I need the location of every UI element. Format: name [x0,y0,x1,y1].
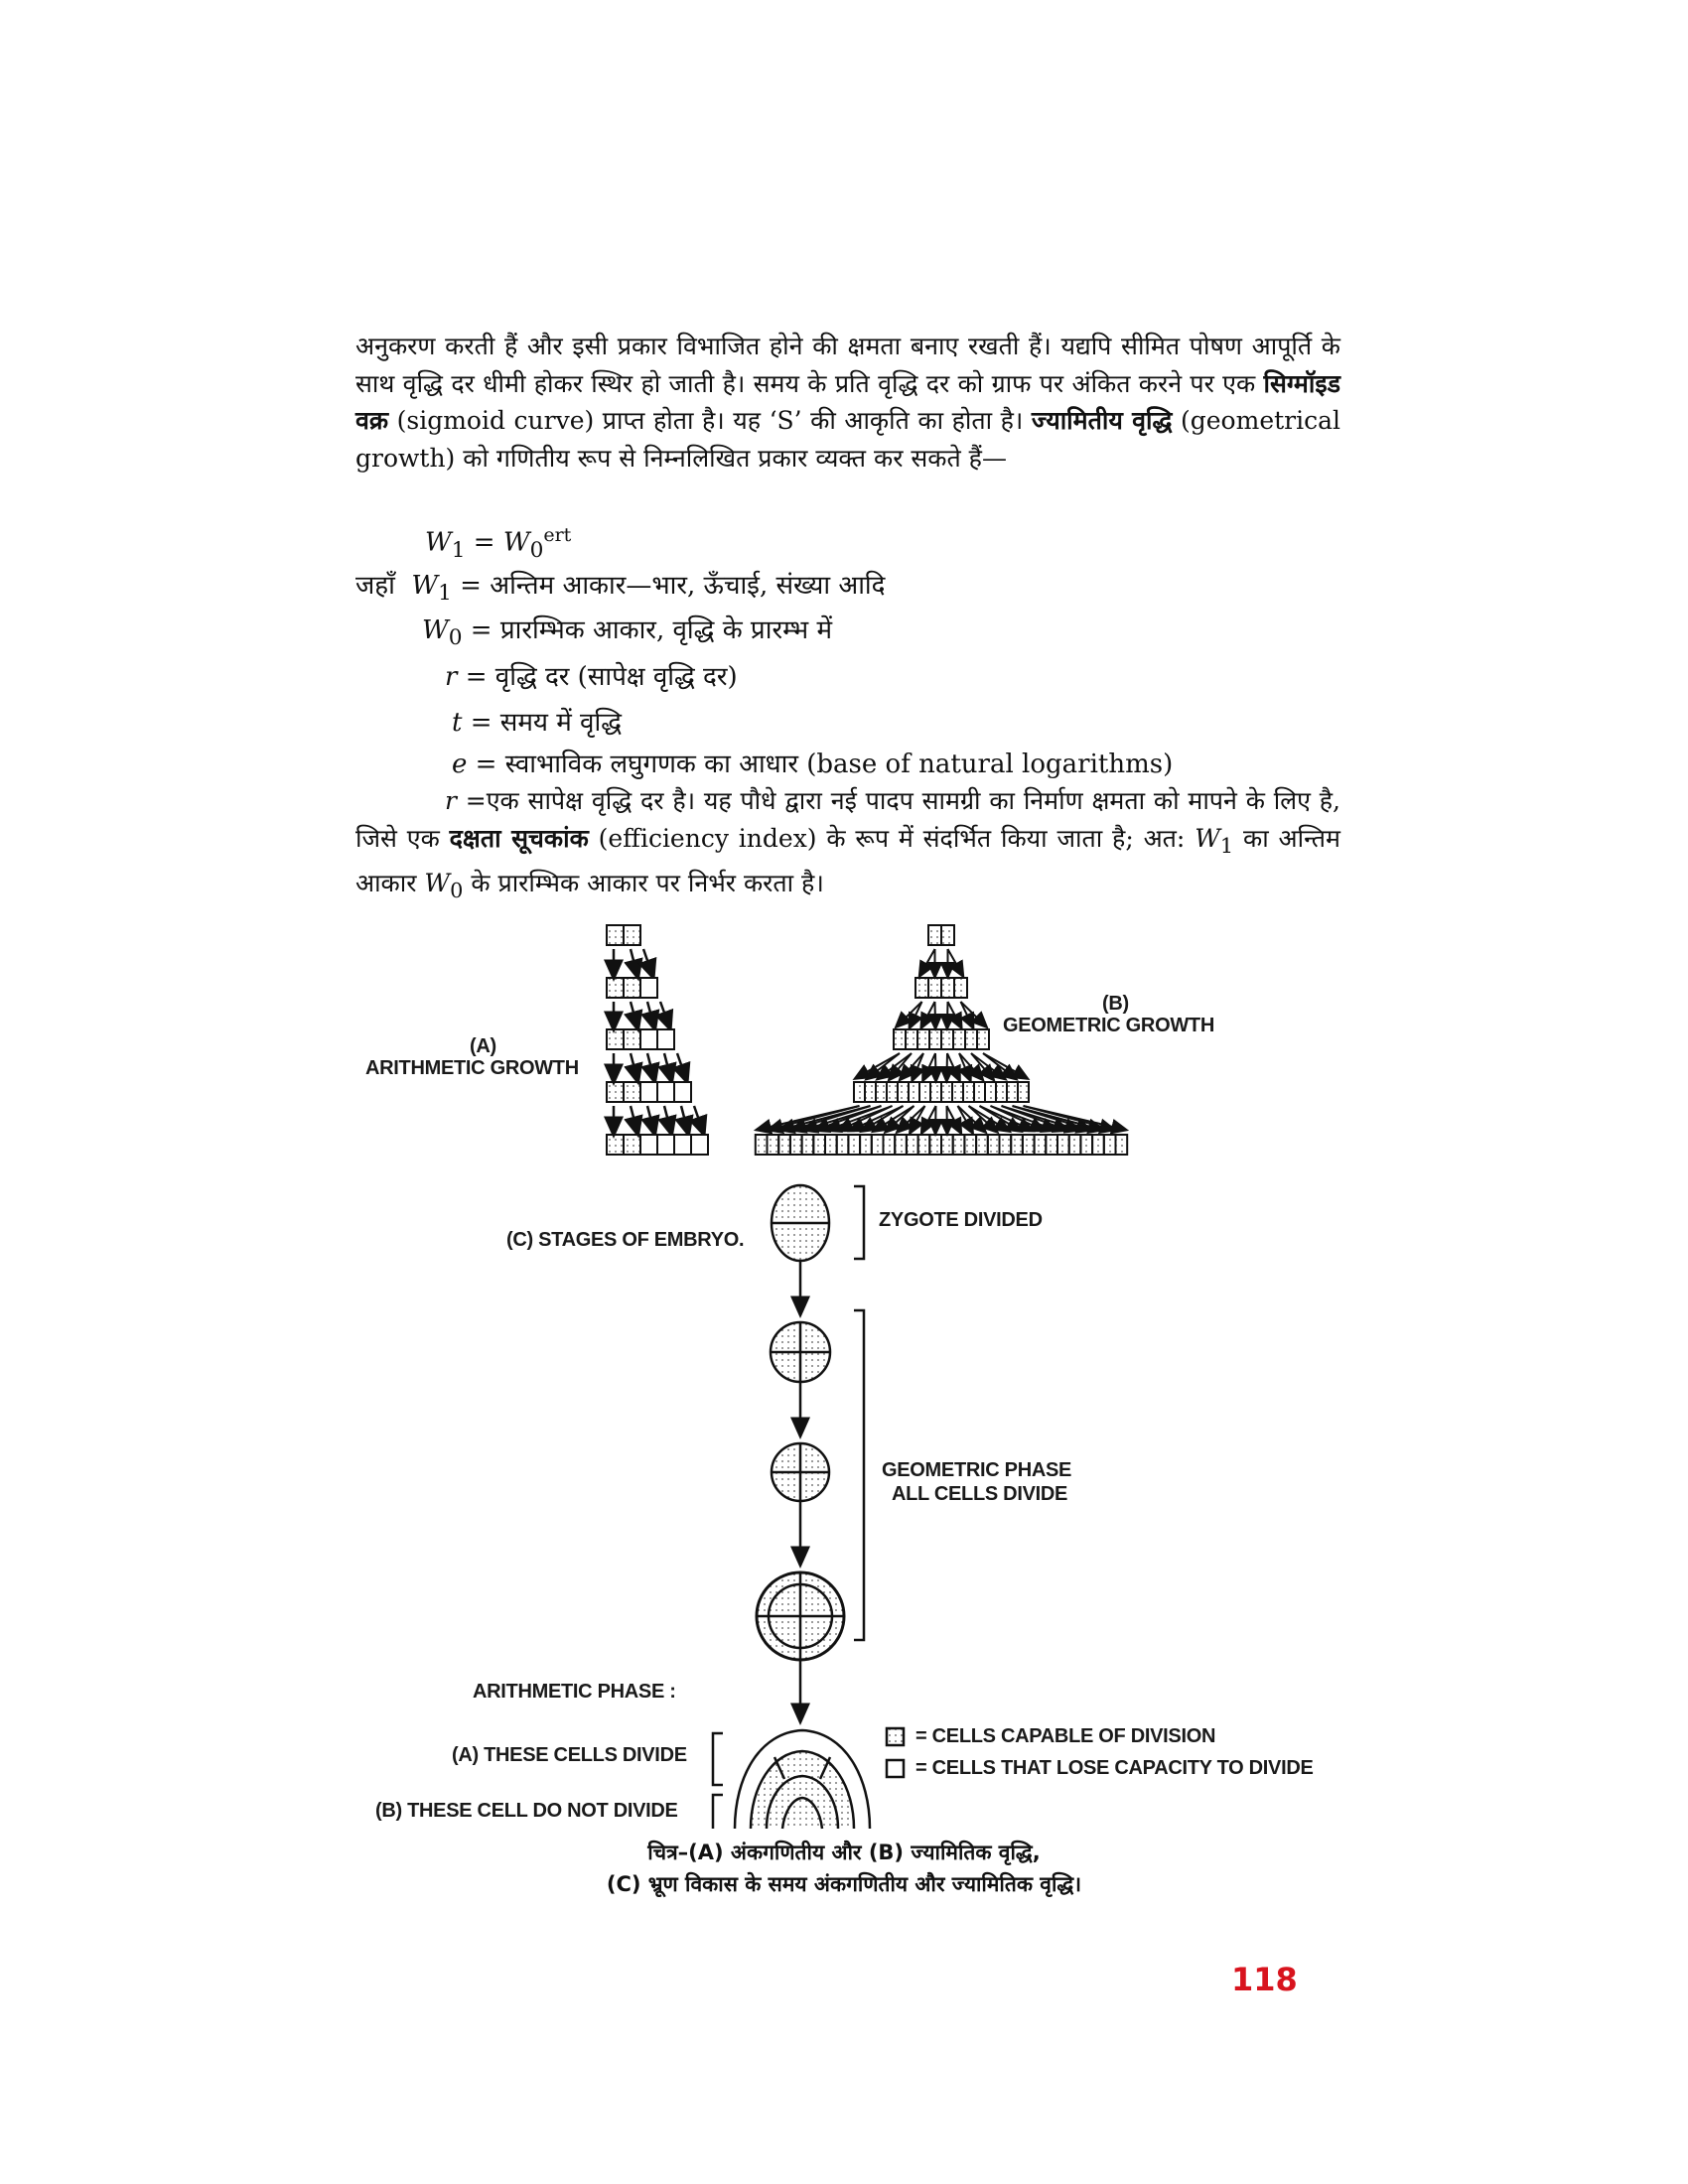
division-arrow [647,1106,653,1129]
arithmetic-cell [657,1029,674,1049]
arithmetic-cell [607,1082,624,1102]
paragraph-text: (efficiency index) के रूप में संदर्भित किया जाता है; अत: [588,823,1196,853]
geometric-cell [768,1135,779,1155]
geometric-cell [778,1135,790,1155]
arithmetic-cell [607,978,624,998]
arithmetic-cell [624,1135,640,1155]
label-a-letter: (A) [470,1035,496,1057]
label-geometric-phase: GEOMETRIC PHASE [882,1459,1072,1481]
geometric-cell [929,1029,941,1049]
legend-lose-box [887,1760,904,1777]
w1-definition: = अन्तिम आकार—भार, ऊँचाई, संख्या आदि [460,571,886,601]
arithmetic-growth-diagram [607,925,708,1155]
geometric-cell [928,978,941,998]
division-arrow [947,1053,948,1076]
geometric-phase-bracket [854,1310,864,1640]
arithmetic-cell [640,1082,657,1102]
w1-symbol: W [1195,823,1220,853]
geometric-cell [1023,1135,1035,1155]
geometric-cell [1011,1135,1023,1155]
division-arrow [631,1106,636,1129]
division-arrow [983,1053,1024,1076]
e-definition: = स्वाभाविक लघुगणक का आधार (base of natural logarithms) [475,750,1174,779]
geometric-cell [848,1135,860,1155]
geometric-cell [837,1135,849,1155]
geometric-cell [941,1135,953,1155]
geometric-cell [953,1135,965,1155]
label-all-cells-divide: ALL CELLS DIVIDE [892,1483,1068,1505]
w1-sub: 1 [1219,833,1234,858]
geometric-cell [941,1029,953,1049]
geometric-cell [790,1135,802,1155]
geometric-cell [909,1082,919,1102]
w0-sub: 0 [448,625,463,651]
division-arrow [961,1002,972,1024]
eq-rhs-sub: 0 [529,537,544,563]
geometric-cell [918,1135,930,1155]
geometric-cell [974,1082,985,1102]
arithmetic-cell [691,1135,708,1155]
geometric-cell [941,1082,952,1102]
division-arrow [925,1053,936,1076]
r-symbol: r [445,662,458,692]
paragraph-text: =एक सापेक्ष वृद्धि दर है। यह पौधे द्वारा नई पादप सामग्री का निर्माण क्षमता को मापने के लिए है, जिसे एक [355,786,1340,853]
arithmetic-cell [640,978,657,998]
geometric-cell [965,1029,977,1049]
geometric-cell [1069,1135,1081,1155]
geometric-cell [813,1135,825,1155]
geometric-cell [917,1029,929,1049]
geometric-cell [884,1135,896,1155]
term-efficiency-index: दक्षता सूचकांक [449,823,589,853]
arithmetic-cell [657,1135,674,1155]
arithmetic-cell [607,925,624,945]
paragraph-text: (sigmoid curve) प्राप्त होता है। यह ‘S’ की आकृति का होता है। [388,406,1032,435]
geometric-cell [756,1135,768,1155]
geometric-cell [919,1082,930,1102]
term-geometric-growth: ज्यामितीय वृद्धि [1031,406,1173,435]
arithmetic-cell [607,1135,624,1155]
geometric-cell [915,978,928,998]
division-arrow [959,1053,969,1076]
geometric-cell [954,978,967,998]
geometric-growth-diagram [756,925,1127,1155]
geometric-cell [941,925,954,945]
division-arrow [664,1106,670,1129]
division-arrow [647,1002,653,1024]
division-arrow [631,1053,636,1076]
eq-rhs: W [502,527,530,558]
eq-lhs-sub: 1 [451,537,466,563]
division-arrow [660,1002,668,1024]
w0-symbol: W [424,869,451,897]
label-geometric-growth: GEOMETRIC GROWTH [1003,1015,1214,1036]
label-cells-do-not-divide: (B) THESE CELL DO NOT DIVIDE [375,1800,678,1822]
geometric-cell [876,1082,887,1102]
division-arrow [935,1053,936,1076]
geometric-cell [977,1029,989,1049]
w0-sub: 0 [450,879,464,902]
division-arrow [961,1002,984,1024]
geometric-cell [1057,1135,1069,1155]
division-arrow [948,1002,960,1024]
legend-capable-text: = CELLS CAPABLE OF DIVISION [915,1725,1216,1747]
geometric-cell [952,1082,963,1102]
division-arrow [923,1002,935,1024]
label-zygote-divided: ZYGOTE DIVIDED [879,1209,1043,1231]
geometric-cell [907,1135,918,1155]
geometric-cell [953,1029,965,1049]
division-arrow [664,1053,670,1076]
paragraph-text: अनुकरण करती हैं और इसी प्रकार विभाजित होने की क्षमता बनाए रखती हैं। यद्यपि सीमित पोषण आपूर्ति के साथ वृद्धि दर धीमी होकर स्थिर हो जाती है। समय के प्रति वृद्धि दर को ग्राफ पर अंकित करने पर एक [355,332,1340,398]
geometric-cell [1046,1135,1057,1155]
division-arrow [643,949,651,972]
division-arrow [958,1106,982,1129]
paragraph-text: का अन्तिम आकार [355,823,1340,897]
paragraph-text: के प्रारम्भिक आकार पर निर्भर करता है। [463,869,824,897]
geometric-cell [1080,1135,1092,1155]
geometric-cell [1116,1135,1128,1155]
legend-capable-box [887,1728,904,1745]
geometric-cell [860,1135,872,1155]
geometric-cell [872,1135,884,1155]
geometric-cell [802,1135,814,1155]
figure-caption-line2: (C) भ्रूण विकास के समय अंकगणितीय और ज्यामितिक वृद्धि। [606,1872,1082,1896]
eq-rhs-sup: ert [543,524,572,546]
not-divide-bracket [713,1795,723,1829]
geometric-cell [928,925,941,945]
geometric-cell [854,1082,865,1102]
geometric-cell [825,1135,837,1155]
arithmetic-cell [674,1135,691,1155]
geometric-cell [898,1082,909,1102]
eq-lhs: W [425,527,452,558]
geometric-cell [865,1082,876,1102]
division-arrow [922,949,935,972]
geometric-cell [1035,1135,1047,1155]
division-arrow [860,1053,901,1076]
figure-caption-line1: चित्र–(A) अंकगणितीय और (B) ज्यामितिक वृद्धि, [647,1841,1041,1864]
geometric-cell [895,1135,907,1155]
division-arrow [631,1002,636,1024]
division-arrow [901,1106,924,1129]
geometric-cell [963,1082,974,1102]
label-arithmetic-growth: ARITHMETIC GROWTH [365,1057,579,1079]
term-sigmoid: सिग्मॉइड वक्र [355,368,1340,435]
divide-bracket [713,1733,723,1785]
geometric-cell [985,1082,996,1102]
growth-equation: $W_1 = W_0^{ert}$ [425,524,572,563]
geometric-cell [1007,1082,1018,1102]
label-these-cells-divide: (A) THESE CELLS DIVIDE [452,1744,687,1766]
w1-symbol: W [411,571,439,601]
r-symbol: r [445,786,457,815]
arithmetic-cell [640,1029,657,1049]
arithmetic-cell [640,1135,657,1155]
division-arrow [914,1053,924,1076]
legend-lose-text: = CELLS THAT LOSE CAPACITY TO DIVIDE [915,1757,1314,1779]
geometric-cell [1000,1135,1012,1155]
t-symbol: t [452,708,463,738]
arithmetic-cell [674,1082,691,1102]
division-arrow [947,1002,948,1024]
label-arithmetic-phase: ARITHMETIC PHASE : [473,1681,676,1703]
label-b-letter: (B) [1102,993,1129,1015]
geometric-cell [996,1082,1007,1102]
t-definition: = समय में वृद्धि [470,708,623,738]
geometric-cell [1092,1135,1104,1155]
division-arrow [923,1106,935,1129]
geometric-cell [929,1135,941,1155]
e-symbol: e [452,750,468,779]
division-arrow [889,1106,914,1129]
paragraph-text: (geometrical growth) को गणितीय रूप से निम्नलिखित प्रकार व्यक्त कर सकते हैं— [355,406,1341,473]
arithmetic-cell [657,1082,674,1102]
division-arrow [681,1106,687,1129]
geometric-cell [930,1082,941,1102]
division-arrow [694,1106,702,1129]
division-arrow [912,1002,922,1024]
w1-sub: 1 [438,581,452,607]
geometric-cell [988,1135,1000,1155]
division-arrow [647,1053,653,1076]
geometric-cell [1018,1082,1029,1102]
where-word: जहाँ [355,571,395,601]
arithmetic-cell [624,978,640,998]
label-embryo-stages: (C) STAGES OF EMBRYO. [506,1229,745,1251]
arithmetic-cell [624,1029,640,1049]
geometric-cell [894,1029,906,1049]
zygote-bracket [854,1186,864,1259]
division-arrow [677,1053,685,1076]
division-arrow [935,1002,936,1024]
geometric-cell [887,1082,898,1102]
arithmetic-cell [624,1082,640,1102]
page-number: 118 [1231,1961,1298,1998]
division-arrow [631,949,636,972]
division-arrow [947,1053,958,1076]
geometric-cell [906,1029,917,1049]
division-arrow [900,1002,922,1024]
geometric-cell [964,1135,976,1155]
division-arrow [948,949,961,972]
arithmetic-cell [607,1029,624,1049]
geometric-cell [1104,1135,1116,1155]
arithmetic-cell [624,925,640,945]
geometric-cell [976,1135,988,1155]
geometric-cell [941,978,954,998]
division-arrow [947,1106,959,1129]
w0-symbol: W [422,615,449,645]
embryo-stages [713,1185,904,1829]
w0-definition: = प्रारम्भिक आकार, वृद्धि के प्रारम्भ में [470,615,832,645]
r-definition: = वृद्धि दर (सापेक्ष वृद्धि दर) [465,662,738,692]
